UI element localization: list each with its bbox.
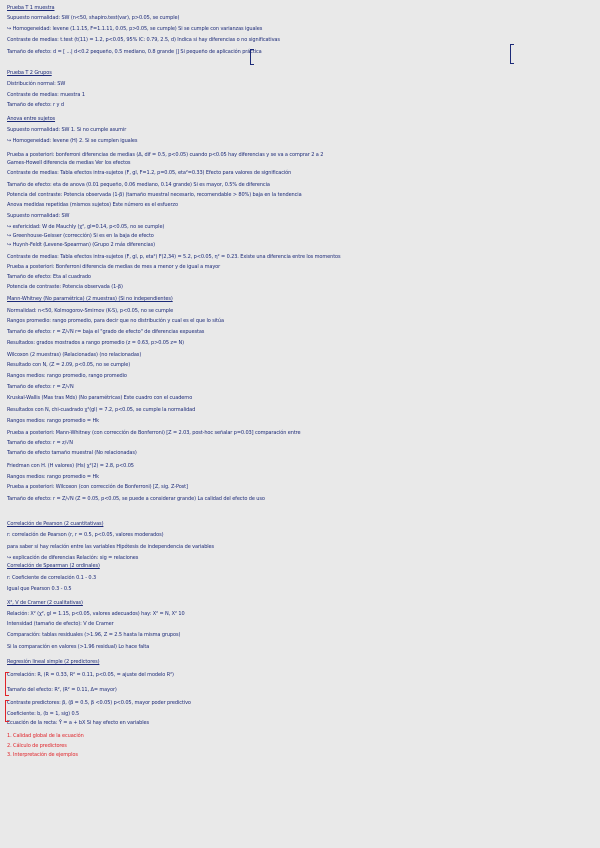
note-line: Tamaño de efecto: r = Z/√N (Z = 0.05, p<0.05, se puede a considerar grande) La calidad del efecto de uso: [7, 496, 265, 502]
note-line: ↪ Homogeneidad: levene (1.1.15, F=1.1.11, 0.05, p>0.05, se cumple) Si se cumple con varianzas iguales: [7, 26, 263, 32]
note-line: Resultados con N, chi-cuadrado χ²(gl) = 7.2, p<0.05, se cumple la normalidad: [7, 407, 196, 413]
note-line: 1. Calidad global de la ecuación: [7, 733, 84, 739]
note-line: Prueba a posteriori: Wilcoxon (con corrección de Bonferroni) [Z, sig. Z-Post]: [7, 484, 188, 490]
note-line: Tamaño de efecto: Eta al cuadrado: [7, 274, 91, 280]
note-line: Prueba a posteriori: Bonferroni diferencia de medias de mes a menor y de igual a mayor: [7, 264, 221, 270]
note-line: Correlación de Pearson (2 cuantitativas): [7, 521, 104, 527]
note-line: Prueba T 2 Grupos: [7, 70, 52, 76]
note-line: Relación: X² (χ², gl = 1.15, p<0.05, valores adecuados) hay: X² = N, X² 10: [7, 611, 185, 617]
note-line: Tamaño de efecto: d = [ ...| d<0.2 pequeño, 0.5 mediano, 0.8 grande |] Si pequeño de aplicación práctica: [7, 49, 262, 55]
note-line: Games-Howell diferencia de medias Ver los efectos: [7, 160, 131, 166]
note-line: r: correlación de Pearson (r, r = 0.5, p<0.05, valores moderados): [7, 532, 164, 538]
note-line: Tamaño del efecto: R², (R² = 0.11, Δ= mayor): [7, 687, 117, 693]
note-line: Resultados: grados mostrados a rango promedio (z = 0.63, p>0.05 z= N): [7, 340, 185, 346]
note-line: Contraste predictores: β, (β = 0.5, β <0.05) p<0.05, mayor poder predictivo: [7, 700, 191, 706]
note-line: Si la comparación en valores (>1.96 residual) Lo hace falta: [7, 644, 150, 650]
note-line: Contraste de medias: Tabla efectos intra-sujetos (F, gl, p, eta²) F(2,34) = 5.2, p<0.05, η² = 0.23. Existe una diferencia entre los momentos: [7, 254, 341, 260]
note-line: Igual que Pearson 0.3 - 0.5: [7, 586, 72, 592]
note-line: Correlación: R, (R = 0.33, R² = 0.11, p<0.05, = ajuste del modelo R²): [7, 672, 174, 678]
note-line: Comparación: tablas residuales (>1.96, Z = 2.5 hasta la misma grupos): [7, 632, 181, 638]
note-line: Correlación de Spearman (2 ordinales): [7, 563, 100, 569]
note-line: Coeficiente: b, (b = 1, sig) 0.5: [7, 711, 80, 717]
note-line: Tamaño de efecto: eta de anova (0.01 pequeño, 0.06 mediano, 0.14 grande) Si es mayor, 0.5% de diferencia: [7, 182, 270, 188]
note-line: ↪ Homogeneidad: levene (H) 2. Si se cumplen iguales: [7, 138, 138, 144]
note-line: Regresión lineal simple (2 predictores): [7, 659, 100, 665]
note-line: Friedman con H. (H valores) (Hs) χ²(2) = 2.8, p<0.05: [7, 463, 134, 469]
note-line: Mann-Whitney (No paramétrica) (2 muestras) (Si no independientes): [7, 296, 173, 302]
note-line: Potencia del contraste: Potencia observada (1-β) (tamaño muestral necesario, recomendable > 80%) baja en la tendencia: [7, 192, 302, 198]
note-line: ↪ Huynh-Feldt (Levene-Spearman) (Grupo 2 más diferencias): [7, 242, 155, 248]
note-line: Contraste de medias: Tabla efectos intra-sujetos (F, gl, F=1.2, p=0.05, eta²=0.33) Efecto para valores de significación: [7, 170, 292, 176]
note-line: 3. Interpretación de ejemplos: [7, 752, 78, 758]
bracket-mark: [5, 700, 9, 722]
note-line: Prueba a posteriori: Mann-Whitney (con corrección de Bonferroni) [Z = 2.03, post-hoc señalar p=0.03] comparación entre: [7, 430, 301, 436]
bracket-mark: [250, 49, 254, 65]
note-line: Resultado con N, (Z = 2.09, p<0.05, no se cumple): [7, 362, 131, 368]
note-line: Prueba T 1 muestra: [7, 5, 55, 11]
note-line: Anova medidas repetidas (mismos sujetos) Este número es el esfuerzo: [7, 202, 178, 208]
note-line: Rangos medios: rango promedio, rango promedio: [7, 373, 127, 379]
note-line: Ecuación de la recta: Ŷ = a + bX Si hay efecto en variables: [7, 720, 150, 726]
note-line: Intensidad (tamaño de efecto): V de Cramer: [7, 621, 114, 627]
note-line: Contraste de medias: t.test (t(11) = 1.2, p<0.05, 95% IC: 0.79, 2.5, d) Indica si hay diferencias o no significativas: [7, 37, 280, 43]
note-line: Wilcoxon (2 muestras) (Relacionadas) (no relacionadas): [7, 352, 142, 358]
note-line: Distribución normal: SW: [7, 81, 66, 87]
note-line: Rangos promedio: rango promedio, para decir que no distribución y cual es el que lo sitúa: [7, 318, 224, 324]
note-line: ↪ explicación de diferencias Relación: sig = relaciones: [7, 555, 139, 561]
note-line: Potencia de contraste: Potencia observada (1-β): [7, 284, 123, 290]
note-line: Supuesto normalidad: SW: [7, 213, 70, 219]
note-line: Tamaño de efecto: r = z/√N: [7, 440, 73, 446]
note-line: ↪ esfericidad: W de Mauchly (χ², gl=0.14, p<0.05, no se cumple): [7, 224, 165, 230]
note-line: para saber si hay relación entre las variables Hipótesis de independencia de variables: [7, 544, 215, 550]
note-line: r: Coeficiente de correlación 0.1 - 0.3: [7, 575, 97, 581]
note-line: ↪ Greenhouse-Geisser (corrección) Si es en la baja de efecto: [7, 233, 154, 239]
note-line: Kruskal-Wallis (Mas tras Mds) (No paramétricas) Este cuadro con el cuaderno: [7, 395, 193, 401]
note-line: Rangos medios: rango promedio = Hk: [7, 418, 99, 424]
note-line: Prueba a posteriori: bonferroni diferencias de medias (Δ, dif = 0.5, p<0.05) cuando p<0.05 hay diferencias y se va a comprar 2 a 2: [7, 152, 324, 158]
note-line: Anova entre sujetos: [7, 116, 56, 122]
note-line: 2. Cálculo de predictores: [7, 743, 67, 749]
bracket-mark: [5, 672, 9, 696]
note-line: Tamaño de efecto tamaño muestral (No relacionadas): [7, 450, 137, 456]
note-line: X², V de Cramer (2 cualitativas): [7, 600, 83, 606]
note-line: Contraste de medias: muestra 1: [7, 92, 85, 98]
note-line: Tamaño de efecto: r = Z/√N: [7, 384, 74, 390]
note-line: Rangos medios: rango promedio = Hk: [7, 474, 99, 480]
note-line: Normalidad: n<50, Kolmogorov-Smirnov (K-S), p<0.05, no se cumple: [7, 308, 174, 314]
note-line: Tamaño de efecto: r = Z/√N r= baja el "grado de efecto" de diferencias expuestas: [7, 329, 205, 335]
bracket-mark: [510, 44, 514, 64]
note-line: Supuesto normalidad: SW 1. Si no cumple asumir: [7, 127, 127, 133]
note-line: Tamaño de efecto: r y d: [7, 102, 64, 108]
note-line: Supuesto normalidad: SW (n<50, shapiro.test(var), p>0.05, se cumple): [7, 15, 180, 21]
